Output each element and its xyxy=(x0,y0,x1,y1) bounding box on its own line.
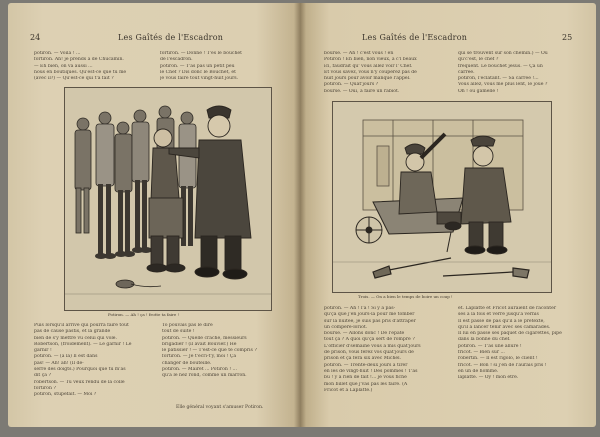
text-line: qu'à le nez rond, comme un marron. xyxy=(162,373,247,379)
text-line: et. Laplatte et Fricot auraient de raconter xyxy=(458,306,557,311)
text-line: potiron. — Quat'jours ? xyxy=(324,82,379,88)
text-line: Il lui en passe ses paquet de cigarettes, pipe xyxy=(458,331,562,337)
text-line: nous en boutiques. Qu'est-ce que tu me xyxy=(34,69,127,75)
text-line: bien de s'y mettre vu celui qui vole. xyxy=(34,335,117,341)
text-line: bourse. — Allons donc ! De l'épate xyxy=(324,331,405,337)
text-line: le pâtissier ! — T'est-ce que te compris ? xyxy=(162,348,257,354)
text-line: Fricot et à Laplatte.) xyxy=(324,387,373,393)
text-line: bu ! y a rien de fait !... je vous fiche xyxy=(324,375,407,381)
text-line: To pouvais pas le dire xyxy=(162,323,213,328)
page-number-right: 25 xyxy=(562,33,573,42)
left-top-text xyxy=(34,51,278,82)
left-page xyxy=(8,3,300,427)
text-line: L'officier d'semaine vous a mis quat'jours xyxy=(324,343,421,349)
left-illustration xyxy=(64,87,272,311)
text-line: Oh ! ou gamelle ! xyxy=(458,88,499,94)
text-line: brigadier ! (il avait Bouvier.) Hé xyxy=(162,341,237,347)
text-line: laplatte. — Oy ! mon être. xyxy=(458,375,519,381)
right-page xyxy=(300,3,596,427)
soldiers-scene-illustration xyxy=(65,88,271,310)
text-line: fortiron. — Je t'écri-t'y, moi ! Ça xyxy=(162,354,237,360)
text-line: je vous faire tout vingt-huit jours. xyxy=(160,76,239,82)
text-line: qui se trouvent sur son chemin.) — Où xyxy=(458,51,548,56)
text-line: qu'ça que j'en jours-là pour me tomber xyxy=(324,312,415,318)
wheelbarrow-scene-illustration xyxy=(333,102,551,292)
text-line: robertin. — Il est rigolo, le client ! xyxy=(458,356,538,362)
text-line: fortiron ? xyxy=(34,385,56,391)
text-line: potiron. — Trente-deux jours à tirer xyxy=(324,362,408,368)
text-line: en un de homme. xyxy=(458,368,499,374)
text-line: bourse. — Oui, à faire un rabiot. xyxy=(324,88,400,94)
text-line: qu'il a lancer tenir avec ses camarades. xyxy=(458,324,551,330)
text-line: sur la nuitée, je suis pas pris d'attraper xyxy=(324,318,416,324)
text-line: de l'escadron. xyxy=(160,57,193,63)
text-line: potiron, l'éclatant. — Sa carrée !... xyxy=(458,76,539,82)
text-line: pas de cause pastis, et la grande xyxy=(34,329,111,335)
text-line: Il est passé de pas qu'il a le prétexte, xyxy=(458,318,545,324)
text-line: garnir ! xyxy=(34,348,52,354)
text-line: Puis lorsqu'il arrive qui pourra faire tout xyxy=(34,323,129,328)
text-line: fricot. — Bien sûr ... xyxy=(458,350,505,356)
text-line: dit ça ? xyxy=(34,373,51,379)
text-line: un compère-loriot. xyxy=(324,324,368,330)
text-line: Vous allez, vous me plus lent, le joue ? xyxy=(458,82,548,88)
text-line: potiron. — (à la) Il est dans xyxy=(34,354,98,360)
text-line: — Eh bien, on va aussi ... xyxy=(34,63,93,69)
right-bottom-text xyxy=(324,306,576,394)
text-line: huit jours pour avoir manqué l'appel. xyxy=(324,76,411,82)
text-line: qu'c'est, le chef ? xyxy=(458,57,499,63)
text-line: Potiron ! Eh bien, non vieux, à c'l beaux xyxy=(324,57,417,63)
text-line: (avec il?) — Qu'est-ce qui t'a fait ? xyxy=(34,76,114,82)
text-line: potiron. — T'as pas un petit peu xyxy=(160,63,235,69)
text-line: fricot. — Bon ! si j'en de l'aurais pris ! xyxy=(458,362,547,368)
text-line: en les de vingt-huit ! Des pommes ! T'as xyxy=(324,368,418,374)
text-line: fortiron. Ah! je prends à de Chucamin. xyxy=(34,57,124,63)
text-line: ici, faudrait qu' vous allez voir l' Chef. xyxy=(324,63,413,69)
text-line: carrée. xyxy=(458,69,475,75)
left-footnote: Elle général voyant s'amuser Potiron. xyxy=(176,405,264,410)
text-line: prison et ça fera six avec Michel. xyxy=(324,356,402,362)
left-bottom-text xyxy=(34,323,280,399)
text-line: Et vous savez, vous n'y couperez pas de xyxy=(324,69,417,75)
right-illustration xyxy=(332,101,552,293)
text-line: robertson. — Tu veux rendu de la colle xyxy=(34,379,125,385)
text-line: fortiron. — Donne ! T'es le bouchet xyxy=(160,51,242,56)
text-line: potiron. — T'as une allure ! xyxy=(458,343,522,349)
text-line: de prison, vous ferez vos quat'jours de xyxy=(324,350,414,356)
text-line: fréquent. Le bouchet jésus. — Ça un xyxy=(458,63,543,69)
left-illustration-caption: Potiron. — Ah ! ça ! frotte ta faire ! xyxy=(108,312,180,317)
text-line: potiron. — Voilà ! ... xyxy=(34,51,81,56)
running-head-left: Les Gaîtés de l'Escadron xyxy=(118,33,224,42)
text-line: potiron, stupéfait. — Moi ? xyxy=(34,392,97,398)
text-line: bourse. — Ah ! c'est vous ! en xyxy=(324,51,394,56)
text-line: le Chef ? Dis donc le Bouchet, et xyxy=(160,69,236,75)
text-line: potiron. — Ah ! l'a ! Si y a pas- xyxy=(324,306,396,311)
text-line: dans la bonne du chef. xyxy=(458,337,511,343)
text-line: ses à la fois et verre jusqu'à vernis xyxy=(458,312,539,318)
book-gutter xyxy=(294,3,306,427)
open-book xyxy=(8,3,596,427)
text-line: pas! — Ah! ah! (Il dé- xyxy=(34,360,84,366)
text-line: tout de suite ! xyxy=(162,329,195,335)
text-line: changer de bouteille. xyxy=(162,360,212,366)
text-line: serre des doigts.) Pourquoi que tu m'as xyxy=(34,367,126,373)
text-line: tout ça ? À quoi qu'ça sert de rompre ? xyxy=(324,337,415,343)
page-number-left: 24 xyxy=(30,33,41,42)
right-top-text xyxy=(324,51,576,95)
text-line: potiron. — Quelle crache, messieurs xyxy=(162,335,247,341)
text-line: Robertson, (froidement). — Le garnir ! Le xyxy=(34,341,132,347)
text-line: potiron. — Mairet ... Potiron ! ... xyxy=(162,367,237,373)
running-head-right: Les Gaîtés de l'Escadron xyxy=(362,33,468,42)
text-line: mon billet que j'vas pas les faire. (A xyxy=(324,381,408,387)
right-illustration-caption: Trois. — On a bien le temps de boire un coup ! xyxy=(358,294,453,299)
